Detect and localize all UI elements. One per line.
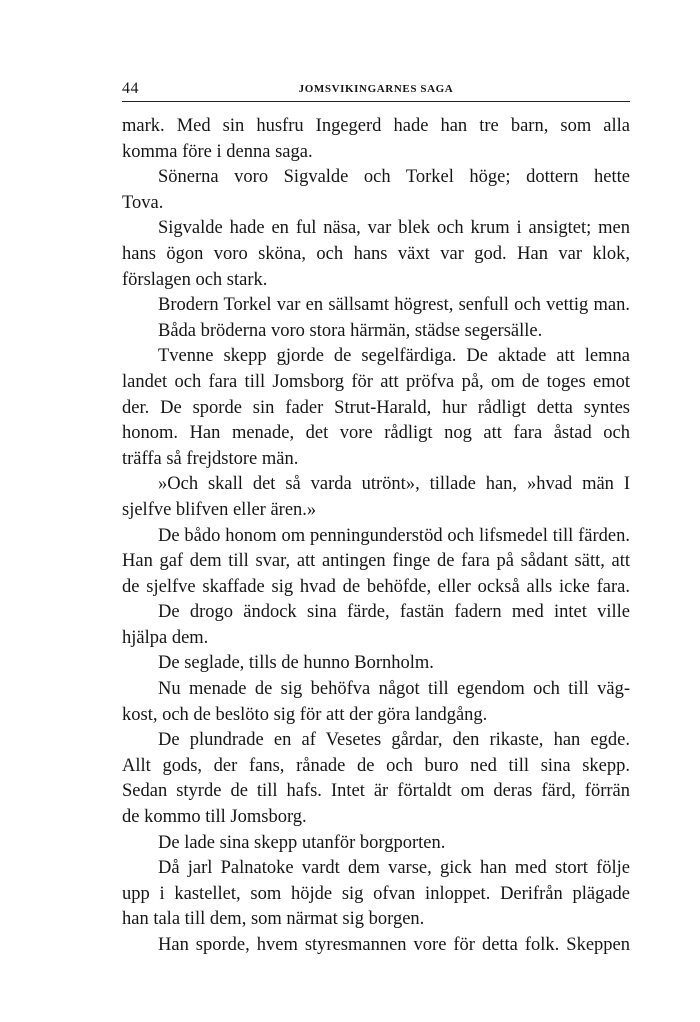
text-line: Brodern Torkel var en sällsamt högrest, senfull och vettig man. (158, 295, 630, 316)
text-line: Han sporde, hvem styresmannen vore för detta folk. Skeppen (158, 935, 630, 955)
page-number: 44 (122, 80, 139, 97)
text-line: honom. Han menade, det vore rådligt nog att fara åstad och (122, 423, 630, 444)
page-header (122, 78, 630, 100)
text-line: de kommo till Jomsborg. (122, 807, 307, 828)
text-line: Tvenne skepp gjorde de segelfärdiga. De aktade att lemna (158, 346, 630, 367)
text-line: De plundrade en af Vesetes gårdar, den rikaste, han egde. (158, 730, 630, 751)
text-line: Sedan styrde de till hafs. Intet är förtaldt om deras färd, förrän (122, 781, 630, 802)
text-line: hans ögon voro sköna, och hans växt var god. Han var klok, (122, 243, 630, 264)
text-line: De drogo ändock sina färde, fastän fadern med intet ville (158, 602, 630, 623)
text-line: sjelfve blifven eller ären.» (122, 499, 317, 520)
text-line: träffa så frejdstore män. (122, 448, 299, 469)
text-line: Då jarl Palnatoke vardt dem varse, gick han med stort följe (158, 858, 630, 879)
header-rule (122, 101, 630, 102)
text-line: Båda bröderna voro stora härmän, städse segersälle. (158, 320, 543, 341)
text-line: mark. Med sin husfru Ingegerd hade han tre barn, som alla (122, 116, 630, 136)
text-line: De seglade, tills de hunno Bornholm. (158, 653, 434, 674)
text-line: kost, och de beslöto sig för att der göra landgång. (122, 704, 488, 725)
text-line: hjälpa dem. (122, 627, 209, 648)
text-line: komma före i denna saga. (122, 141, 313, 162)
text-line: han tala till dem, som närmat sig borgen. (122, 909, 425, 930)
running-title: JOMSVIKINGARNES SAGA (298, 83, 454, 95)
text-line: Sigvalde hade en ful näsa, var blek och krum i ansigtet; men (158, 218, 630, 239)
text-line: Tova. (122, 192, 164, 213)
text-line: Nu menade de sig behöfva något till egendom och till väg- (158, 679, 630, 700)
text-line: Sönerna voro Sigvalde och Torkel höge; dottern hette (158, 167, 630, 188)
text-line: De lade sina skepp utanför borgporten. (158, 832, 446, 853)
text-line: der. De sporde sin fader Strut-Harald, hur rådligt detta syntes (122, 397, 630, 418)
text-line: förslagen och stark. (122, 269, 268, 290)
body-text (122, 114, 630, 959)
text-line: Han gaf dem till svar, att antingen finge de fara på sådant sätt, att (122, 551, 630, 572)
text-line: »Och skall det så varda utrönt», tillade han, »hvad män I (158, 474, 630, 495)
text-line: Allt gods, der fans, rånade de och buro ned till sina skepp. (122, 755, 630, 776)
text-line: landet och fara till Jomsborg för att pröfva på, om de toges emot (122, 371, 630, 392)
text-line: De bådo honom om penningunderstöd och lifsmedel till färden. (158, 525, 630, 546)
text-line: de sjelfve skaffade sig hvad de behöfde, eller också alls icke fara. (122, 576, 630, 597)
text-line: upp i kastellet, som höjde sig ofvan inloppet. Derifrån plägade (122, 883, 630, 904)
